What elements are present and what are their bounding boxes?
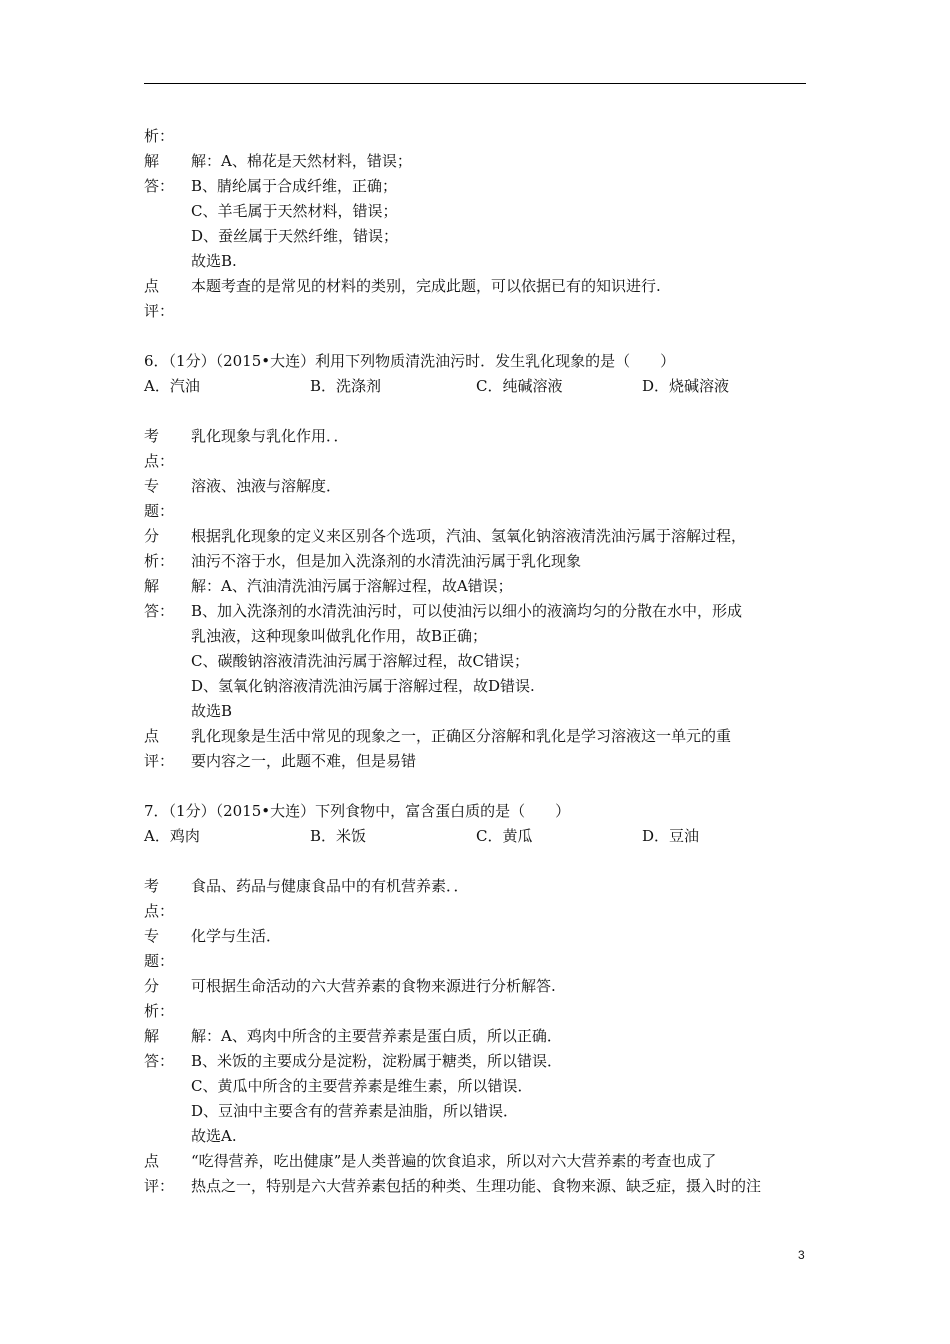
- analysis-line: [144, 624, 814, 649]
- analysis-label: 点：: [144, 452, 175, 470]
- analysis-text: 解：A、汽油清洗油污属于溶解过程，故A错误；: [191, 577, 513, 595]
- analysis-text: [191, 899, 814, 924]
- analysis-label: 答：: [144, 1052, 175, 1070]
- analysis-text: 乳化现象与乳化作用．．: [191, 427, 349, 445]
- analysis-text: 要内容之一，此题不难，但是易错: [191, 752, 417, 770]
- question-7-stem: 7．（1分）（2015•大连）下列食物中，富含蛋白质的是（ ）: [144, 802, 571, 820]
- analysis-text: 根据乳化现象的定义来区别各个选项，汽油、氢氧化钠溶液清洗油污属于溶解过程，: [191, 527, 747, 545]
- analysis-text: [191, 949, 814, 974]
- analysis-line: [144, 199, 814, 224]
- analysis-text: [191, 999, 814, 1024]
- analysis-text: 溶液、浊液与溶解度．: [191, 477, 342, 495]
- analysis-text: 乳浊液，这种现象叫做乳化作用，故B正确；: [191, 627, 488, 645]
- analysis-line: [144, 1049, 814, 1074]
- option: C．纯碱溶液: [476, 377, 563, 395]
- analysis-text: 故选B.: [191, 252, 237, 270]
- analysis-line: [144, 224, 814, 249]
- analysis-line: [144, 149, 814, 174]
- question-6-options: [144, 374, 814, 399]
- analysis-text: B、腈纶属于合成纤维，正确；: [191, 177, 398, 195]
- analysis-label: [144, 624, 191, 649]
- page-number: 3: [798, 1248, 805, 1262]
- analysis-label: [144, 224, 191, 249]
- analysis-text: D、氢氧化钠溶液清洗油污属于溶解过程，故D错误.: [191, 677, 535, 695]
- analysis-label: 分: [144, 527, 160, 545]
- analysis-label: [144, 199, 191, 224]
- analysis-label: 专: [144, 477, 160, 495]
- analysis-label: [144, 699, 191, 724]
- option: B．洗涤剂: [310, 377, 382, 395]
- analysis-label: 答：: [144, 177, 175, 195]
- analysis-line: [144, 724, 814, 749]
- analysis-text: 乳化现象是生活中常见的现象之一，正确区分溶解和乳化是学习溶液这一单元的重: [191, 727, 732, 745]
- header-rule: [144, 83, 806, 84]
- option: B．米饭: [310, 827, 367, 845]
- analysis-label: 专: [144, 927, 160, 945]
- analysis-line: [144, 899, 814, 924]
- option: D．豆油: [642, 827, 700, 845]
- analysis-line: [144, 1099, 814, 1124]
- analysis-line: [144, 599, 814, 624]
- option: A．鸡肉: [144, 827, 200, 845]
- analysis-line: [144, 749, 814, 774]
- analysis-text: 故选B: [191, 702, 233, 720]
- analysis-line: [144, 649, 814, 674]
- analysis-text: B、米饭的主要成分是淀粉，淀粉属于糖类，所以错误．: [191, 1052, 563, 1070]
- analysis-label: 点：: [144, 902, 175, 920]
- analysis-label: 解: [144, 1027, 160, 1045]
- analysis-text: 可根据生命活动的六大营养素的食物来源进行分析解答.: [191, 977, 556, 995]
- analysis-text: 本题考查的是常见的材料的类别，完成此题，可以依据已有的知识进行.: [191, 277, 661, 295]
- analysis-label: 析：: [144, 127, 175, 145]
- analysis-line: [144, 974, 814, 999]
- analysis-label: 解: [144, 577, 160, 595]
- analysis-text: 解：A、棉花是天然材料，错误；: [191, 152, 412, 170]
- analysis-text: 故选A.: [191, 1127, 237, 1145]
- analysis-label: [144, 649, 191, 674]
- analysis-label: 考: [144, 427, 160, 445]
- option: A．汽油: [144, 377, 200, 395]
- analysis-line: [144, 474, 814, 499]
- analysis-label: 解: [144, 152, 160, 170]
- analysis-line: [144, 1024, 814, 1049]
- analysis-line: [144, 1149, 814, 1174]
- analysis-label: 点: [144, 727, 160, 745]
- analysis-line: [144, 274, 814, 299]
- analysis-line: [144, 699, 814, 724]
- analysis-label: 分: [144, 977, 160, 995]
- analysis-text: 解：A、鸡肉中所含的主要营养素是蛋白质，所以正确．: [191, 1027, 562, 1045]
- question-7-options: [144, 824, 814, 849]
- analysis-line: [144, 249, 814, 274]
- analysis-line: [144, 674, 814, 699]
- prev-question-analysis: [144, 124, 814, 324]
- analysis-label: [144, 249, 191, 274]
- question-7-analysis: [144, 874, 814, 1199]
- analysis-label: 考: [144, 877, 160, 895]
- analysis-label: 析：: [144, 552, 175, 570]
- analysis-line: [144, 574, 814, 599]
- analysis-text: [191, 124, 814, 149]
- analysis-text: 化学与生活．: [191, 927, 282, 945]
- question-7: [144, 799, 814, 1199]
- analysis-line: [144, 999, 814, 1024]
- analysis-text: C、黄瓜中所含的主要营养素是维生素，所以错误．: [191, 1077, 533, 1095]
- analysis-line: [144, 1074, 814, 1099]
- analysis-line: [144, 174, 814, 199]
- page-content: [144, 124, 814, 1199]
- analysis-label: 题：: [144, 952, 175, 970]
- analysis-label: 评：: [144, 1177, 175, 1195]
- option: D．烧碱溶液: [642, 377, 730, 395]
- analysis-line: [144, 549, 814, 574]
- analysis-label: [144, 1124, 191, 1149]
- analysis-label: [144, 674, 191, 699]
- analysis-text: D、蚕丝属于天然纤维，错误；: [191, 227, 399, 245]
- analysis-line: [144, 424, 814, 449]
- analysis-line: [144, 1174, 814, 1199]
- analysis-line: [144, 299, 814, 324]
- analysis-line: [144, 949, 814, 974]
- analysis-text: C、羊毛属于天然材料，错误；: [191, 202, 398, 220]
- question-6-analysis: [144, 424, 814, 774]
- analysis-line: [144, 1124, 814, 1149]
- analysis-line: [144, 874, 814, 899]
- question-6: [144, 349, 814, 774]
- analysis-line: [144, 499, 814, 524]
- analysis-label: 评：: [144, 752, 175, 770]
- analysis-line: [144, 524, 814, 549]
- analysis-label: 析：: [144, 1002, 175, 1020]
- analysis-label: 评：: [144, 302, 175, 320]
- analysis-text: B、加入洗涤剂的水清洗油污时，可以使油污以细小的液滴均匀的分散在水中，形成: [191, 602, 743, 620]
- analysis-line: [144, 449, 814, 474]
- analysis-text: [191, 449, 814, 474]
- analysis-text: D、豆油中主要含有的营养素是油脂，所以错误．: [191, 1102, 519, 1120]
- question-6-stem: 6．（1分）（2015•大连）利用下列物质清洗油污时．发生乳化现象的是（ ）: [144, 352, 676, 370]
- analysis-text: “吃得营养，吃出健康”是人类普遍的饮食追求，所以对六大营养素的考查也成了: [191, 1152, 717, 1170]
- analysis-line: [144, 924, 814, 949]
- analysis-text: 热点之一，特别是六大营养素包括的种类、生理功能、食物来源、缺乏症，摄入时的注: [191, 1177, 762, 1195]
- analysis-label: 点: [144, 277, 160, 295]
- analysis-text: [191, 499, 814, 524]
- option: C．黄瓜: [476, 827, 533, 845]
- analysis-line: [144, 124, 814, 149]
- analysis-label: 答：: [144, 602, 175, 620]
- analysis-text: 油污不溶于水，但是加入洗涤剂的水清洗油污属于乳化现象: [191, 552, 582, 570]
- analysis-label: [144, 1074, 191, 1099]
- analysis-text: C、碳酸钠溶液清洗油污属于溶解过程，故C错误；: [191, 652, 529, 670]
- analysis-label: 点: [144, 1152, 160, 1170]
- analysis-text: 食品、药品与健康食品中的有机营养素．．: [191, 877, 469, 895]
- analysis-text: [191, 299, 814, 324]
- analysis-label: 题：: [144, 502, 175, 520]
- analysis-label: [144, 1099, 191, 1124]
